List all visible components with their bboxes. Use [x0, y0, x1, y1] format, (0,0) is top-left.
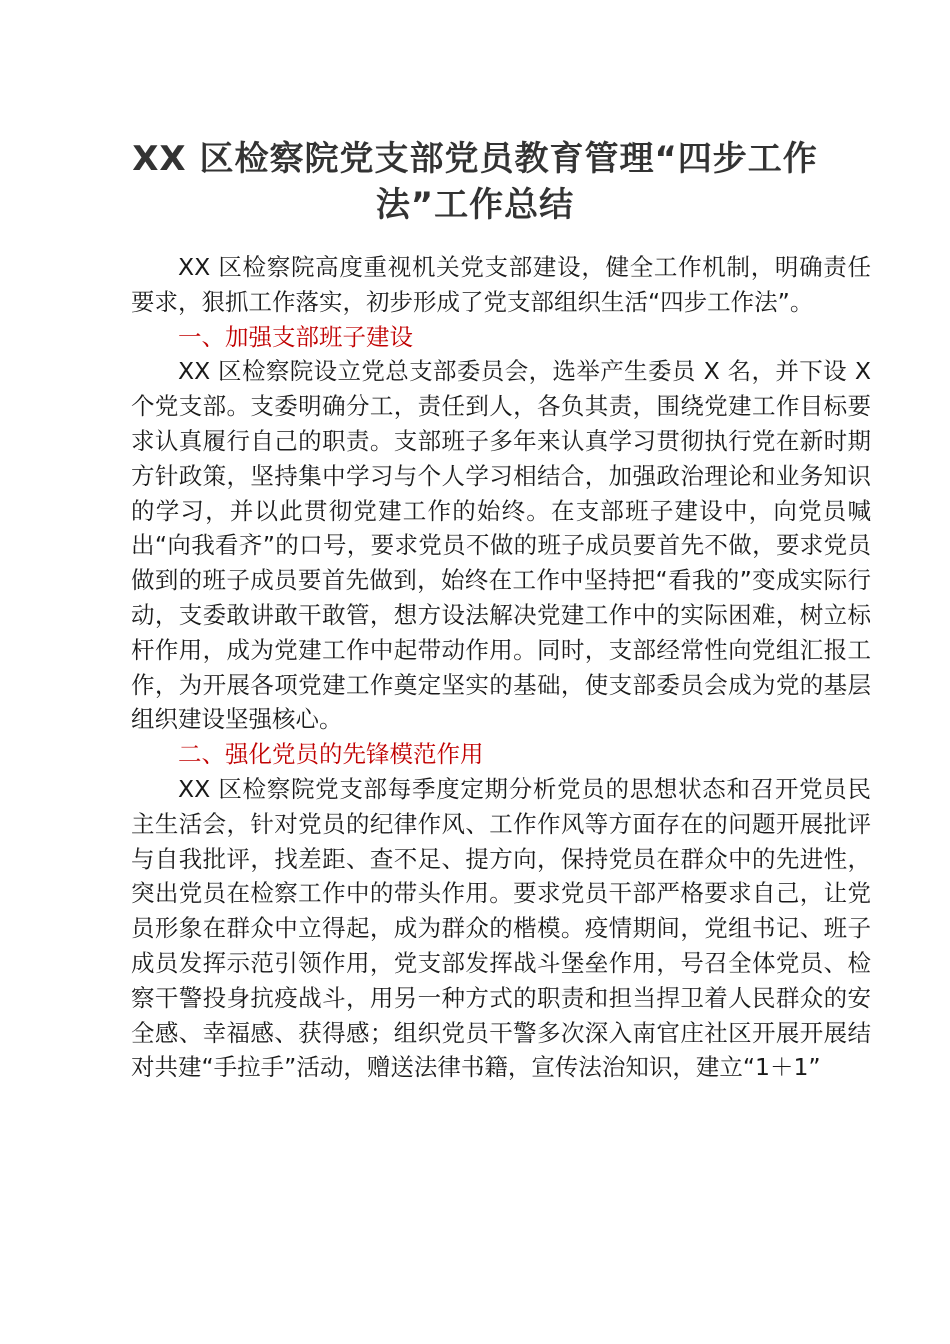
- section-body-1: XX 区检察院设立党总支部委员会，选举产生委员 X 名，并下设 X 个党支部。支委明确分工，责任到人，各负其责，围绕党建工作目标要求认真履行自己的职责。支部班子多年来认真学习贯彻执行党在新时期方针政策，坚持集中学习与个人学习相结合，加强政治理论和业务知识的学习，并以此贯彻党建工作的始终。在支部班子建设中，向党员喊出“向我看齐”的口号，要求党员不做的班子成员要首先不做，要求党员做到的班子成员要首先做到，始终在工作中坚持把“看我的”变成实际行动，支委敢讲敢干敢管，想方设法解决党建工作中的实际困难，树立标杆作用，成为党建工作中起带动作用。同时，支部经常性向党组汇报工作，为开展各项党建工作奠定坚实的基础，使支部委员会成为党的基层组织建设坚强核心。: [131, 357, 871, 734]
- section-body-2: XX 区检察院党支部每季度定期分析党员的思想状态和召开党员民主生活会，针对党员的纪律作风、工作作风等方面存在的问题开展批评与自我批评，找差距、查不足、提方向，保持党员在群众中的先进性，突出党员在检察工作中的带头作用。要求党员干部严格要求自己，让党员形象在群众中立得起，成为群众的楷模。疫情期间，党组书记、班子成员发挥示范引领作用，党支部发挥战斗堡垒作用，号召全体党员、检察干警投身抗疫战斗，用另一种方式的职责和担当捍卫着人民群众的安全感、幸福感、获得感；组织党员干警多次深入南官庄社区开展开展结对共建“手拉手”活动，赠送法律书籍，宣传法治知识，建立“1＋1”: [131, 774, 871, 1082]
- document-title: [120, 136, 830, 228]
- title-line-1: XX 区检察院党支部党员教育管理“四步工作: [132, 139, 818, 179]
- document-body: [131, 250, 871, 1085]
- intro-paragraph: XX 区检察院高度重视机关党支部建设，健全工作机制，明确责任要求，狠抓工作落实，初步形成了党支部组织生活“四步工作法”。: [131, 253, 871, 316]
- section-heading-2: 二、强化党员的先锋模范作用: [178, 740, 484, 769]
- title-line-2: 法”工作总结: [375, 185, 575, 225]
- section-heading-1: 一、加强支部班子建设: [178, 322, 413, 351]
